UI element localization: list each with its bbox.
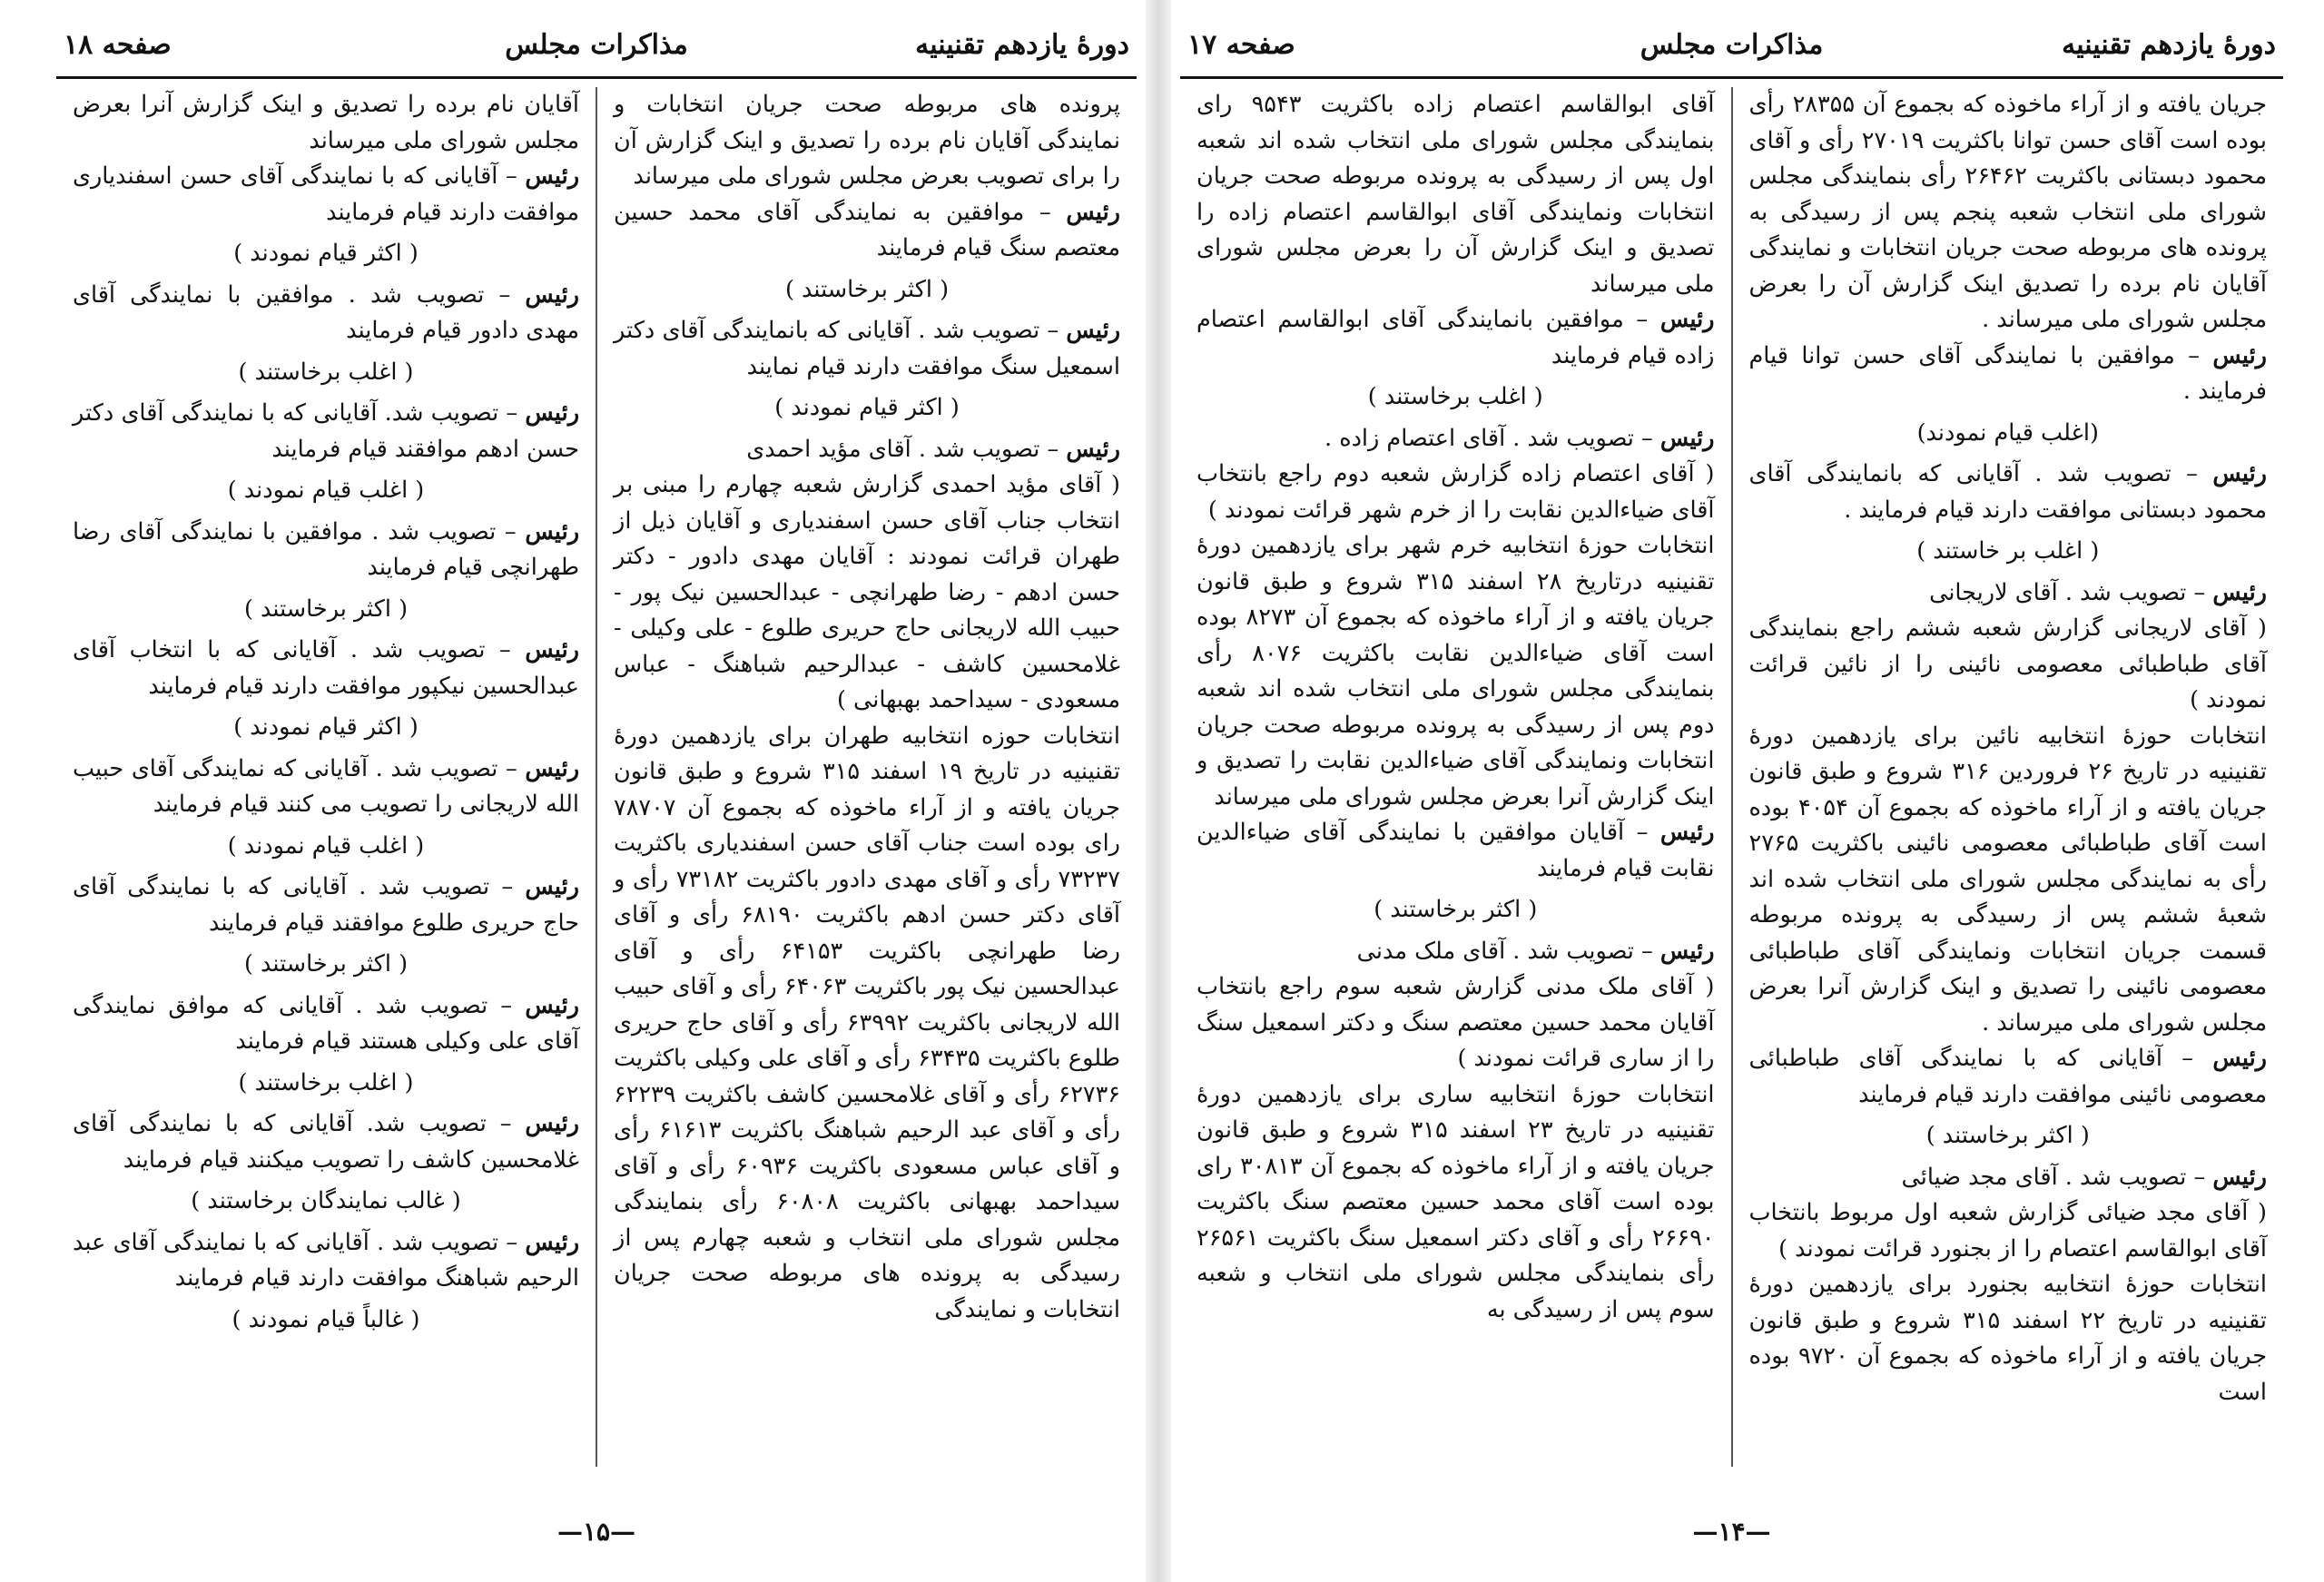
paragraph-text: – موافقین با نمایندگی آقای حسن توانا قیام فرمایند .	[1748, 341, 2267, 405]
speaker-paragraph	[1196, 815, 1715, 887]
speaker-paragraph	[1196, 421, 1715, 457]
vote-result: ( اغلب بر خاستند )	[1916, 537, 2100, 565]
right-page-footer: —۱۴—	[1692, 1517, 1771, 1547]
vote-result: ( اکثر برخاستند )	[784, 275, 950, 303]
speaker-paragraph	[73, 278, 579, 349]
paragraph-text: ( آقای لاریجانی گزارش شعبه ششم راجع بنمایندگی آقای طباطبائی معصومی نائینی را از نائین قرائت نمودند )	[1748, 614, 2267, 713]
vote-result: ( غالباً قیام نمودند )	[231, 1305, 420, 1333]
speaker-paragraph	[614, 195, 1120, 267]
paragraph-text: – موافقین به نمایندگی آقای محمد حسین معتصم سنگ قیام فرمایند	[614, 198, 1120, 261]
paragraph-text: – آقایان موافقین با نمایندگی آقای ضیاءالدین نقابت قیام فرمایند	[1196, 819, 1715, 882]
vote-result: ( اغلب برخاستند )	[1367, 383, 1543, 410]
speaker-name: رئیس	[525, 873, 579, 900]
vote-result: ( اغلب قیام نمودند )	[227, 477, 425, 504]
right-header-issue: دورهٔ یازدهم تقنینیه	[2062, 29, 2276, 61]
paragraph-text: – تصویب شد . موافقین با نمایندگی آقای رضا طهرانچی قیام فرمایند	[73, 517, 579, 581]
paragraph-text: – تصویب شد . آقای مؤید احمدی	[746, 435, 1059, 463]
speaker-name: رئیس	[525, 399, 580, 427]
speaker-name: رئیس	[525, 991, 579, 1019]
paragraph-text: انتخابات حوزهٔ انتخابیه نائین برای یازدهمین دورهٔ تقنینیه در تاریخ ۲۶ فروردین ۳۱۶ شروع و طبق قانون جریان یافته و از آراء ماخوذه که بجموع آن ۴۰۵۴ بوده است آقای طباطبائی معصومی نائینی باکثریت ۲۷۶۵ رأی به نمایندگی مجلس شورای ملی انتخاب شده اند شعبهٔ ششم پس از رسیدگی به پرونده مربوطه قسمت جریان انتخابات ونمایندگی آقای طباطبائی معصومی نائینی را تصدیق و اینک گزارش آنرا بعرض مجلس شورای ملی میرساند .	[1748, 722, 2267, 1037]
paragraph-text: آقایان نام برده را تصدیق و اینک گزارش آنرا بعرض مجلس شورای ملی میرساند	[73, 91, 579, 154]
speaker-paragraph	[73, 870, 579, 941]
paragraph-text: – تصویب شد . آقای لاریجانی	[1929, 578, 2206, 606]
vote-result: ( اکثر برخاستند )	[243, 950, 409, 978]
paragraph-text: – آقایانی که با نمایندگی آقای حسن اسفندیاری موافقت دارند قیام فرمایند	[73, 162, 579, 226]
speaker-paragraph	[1749, 1160, 2268, 1196]
vote-result: ( اکثر برخاستند )	[1925, 1122, 2090, 1149]
speaker-name: رئیس	[2212, 578, 2267, 606]
text-paragraph	[1749, 1267, 2268, 1410]
paragraph-text: – تصویب شد . آقای اعتصام زاده .	[1324, 424, 1653, 452]
speaker-paragraph	[1196, 302, 1715, 374]
speaker-paragraph	[614, 432, 1120, 468]
paragraph-text: انتخابات حوزهٔ انتخابیه بجنورد برای یازدهمین دورهٔ تقنینیه در تاریخ ۲۲ اسفند ۳۱۵ شروع و طبق قانون جریان یافته و از آراء ماخوذه که بجموع آن ۹۷۲۰ بوده است	[1748, 1271, 2267, 1406]
paragraph-text: انتخابات حوزهٔ انتخابیه خرم شهر برای یازدهمین دورهٔ تقنینیه درتاریخ ۲۸ اسفند ۳۱۵ شروع و طبق قانون جریان یافته و از آراء ماخوذه که بجموع آن ۸۲۷۳ بوده است آقای ضیاءالدین نقابت باکثریت ۸۰۷۶ رأی بنمایندگی مجلس شورای ملی انتخاب شده اند شعبه دوم پس از رسیدگی به پرونده مربوطه صحت جریان انتخابات ونمایندگی آقای ضیاءالدین نقابت را تصدیق و اینک گزارش آنرا بعرض مجلس شورای ملی میرساند	[1196, 532, 1715, 811]
paragraph-text: – تصویب شد . آقایانی که با نمایندگی آقای عبد الرحیم شباهنگ موافقت دارند قیام فرمایند	[73, 1228, 579, 1292]
paragraph-text: – تصویب شد . آقای مجد ضیائی	[1901, 1163, 2206, 1191]
left-page-left-column	[56, 87, 597, 1467]
paragraph-text: – موافقین بانمایندگی آقای ابوالقاسم اعتصام زاده قیام فرمایند	[1196, 306, 1715, 369]
speaker-name: رئیس	[2212, 1045, 2267, 1072]
left-page-footer: —۱۵—	[556, 1517, 636, 1547]
vote-result: ( اغلب قیام نمودند )	[227, 831, 425, 860]
speaker-name: رئیس	[1066, 435, 1120, 463]
speaker-name: رئیس	[2212, 1163, 2267, 1191]
speaker-paragraph	[73, 752, 579, 823]
right-header-page-number: صفحه ۱۷	[1187, 29, 1295, 61]
paragraph-text: – تصویب شد . آقایانی که با نمایندگی آقای حاج حریری طلوع موافقند قیام فرمایند	[73, 873, 579, 937]
right-page-header	[1180, 20, 2283, 79]
speaker-name: رئیس	[1659, 819, 1715, 846]
paragraph-text: انتخابات حوزهٔ انتخابیه ساری برای یازدهمین دورهٔ تقنینیه در تاریخ ۲۳ اسفند ۳۱۵ شروع و طبق قانون جریان یافته و از آراء ماخوذه که بجموع آن ۳۰۸۱۳ رای بوده است آقای محمد حسین معتصم سنگ باکثریت ۲۶۶۹۰ رأی و آقای دکتر اسمعیل سنگ باکثریت ۲۶۵۶۱ رأی بنمایندگی مجلس شورای ملی انتخاب و شعبه سوم پس از رسیدگی به	[1196, 1080, 1715, 1323]
speaker-paragraph	[73, 396, 579, 467]
paragraph-text: ( آقای مجد ضیائی گزارش شعبه اول مربوط بانتخاب آقای ابوالقاسم اعتصام را از بجنورد قرائت نمودند )	[1748, 1199, 2267, 1263]
paragraph-text: – تصویب شد . آقایانی که بانمایندگی آقای محمود دبستانی موافقت دارند قیام فرمایند .	[1748, 460, 2267, 524]
vote-result: ( اکثر قیام نمودند )	[233, 240, 419, 267]
speaker-paragraph	[73, 988, 579, 1060]
paragraph-text: – تصویب شد . آقایانی که با انتخاب آقای عبدالحسین نیکپور موافقت دارند قیام فرمایند	[73, 636, 579, 700]
speaker-name: رئیس	[1066, 317, 1121, 344]
left-header-issue: دورهٔ یازدهم تقنینیه	[915, 29, 1129, 61]
speaker-paragraph	[1749, 575, 2268, 612]
speaker-paragraph	[614, 313, 1120, 385]
vote-result: ( اکثر برخاستند )	[1374, 896, 1538, 923]
speaker-paragraph	[1749, 1041, 2268, 1113]
speaker-name: رئیس	[525, 162, 580, 190]
text-paragraph	[1196, 87, 1715, 302]
paragraph-text: جریان یافته و از آراء ماخوذه که بجموع آن ۲۸۳۵۵ رأی بوده است آقای حسن توانا باکثریت ۲۷۰۱۹ رأی و آقای محمود دبستانی باکثریت ۲۶۴۶۲ رأی بنمایندگی مجلس شورای ملی انتخاب شعبه پنجم پس از رسیدگی به پرونده های مربوطه صحت جریان انتخابات و نمایندگی آقایان نام برده را تصدیق اینک گزارش آن را بعرض مجلس شورای ملی میرساند .	[1748, 91, 2267, 333]
paragraph-text: انتخابات حوزه انتخابیه طهران برای یازدهمین دورهٔ تقنینیه در تاریخ ۱۹ اسفند ۳۱۵ شروع و طبق قانون جریان یافته و از آراء ماخوذه که بجموع آن ۷۸۷۰۷ رای بوده است جناب آقای حسن اسفندیاری باکثریت ۷۳۲۳۷ رأی و آقای مهدی دادور باکثریت ۷۳۱۸۲ رأی و آقای دکتر حسن ادهم باکثریت ۶۸۱۹۰ رأی و آقای رضا طهرانچی باکثریت ۶۴۱۵۳ رأی و آقای عبدالحسین نیک پور باکثریت ۶۴۰۶۳ رأی و آقای حبیب الله لاریجانی باکثریت ۶۳۹۹۲ رأی و آقای حاج حریری طلوع باکثریت ۶۳۴۳۵ رأی و آقای علی وکیلی باکثریت ۶۲۷۳۶ رأی و آقای غلامحسین کاشف باکثریت ۶۲۲۳۹ رأی و آقای عبد الرحیم شباهنگ باکثریت ۶۱۶۱۳ رأی و آقای عباس مسعودی باکثریت ۶۰۹۳۶ رأی و آقای سیداحمد بهبهانی باکثریت ۶۰۸۰۸ رأی بنمایندگی مجلس شورای ملی انتخاب و شعبه چهارم پس از رسیدگی به پرونده های مربوطه صحت جریان انتخابات و نمایندگی	[614, 722, 1121, 1323]
right-page	[1180, 20, 2283, 1554]
vote-result: ( اکثر قیام نمودند )	[774, 394, 960, 421]
paragraph-text: ( آقای ملک مدنی گزارش شعبه سوم راجع بانتخاب آقایان محمد حسین معتصم سنگ و دکتر اسمعیل سنگ را از ساری قرائت نمودند )	[1196, 973, 1715, 1072]
paragraph-text: پرونده های مربوطه صحت جریان انتخابات و نمایندگی آقایان نام برده را تصدیق و اینک گزارش آن را برای تصویب بعرض مجلس شورای ملی میرساند	[614, 91, 1120, 190]
speaker-name: رئیس	[1659, 424, 1715, 452]
speaker-paragraph	[73, 1225, 579, 1297]
speaker-paragraph	[1196, 934, 1715, 970]
vote-result: ( اکثر قیام نمودند )	[233, 713, 419, 741]
text-paragraph	[1196, 457, 1715, 528]
speaker-name: رئیس	[2212, 341, 2267, 369]
paragraph-text: – تصویب شد . آقایانی که موافق نمایندگی آقای علی وکیلی هستند قیام فرمایند	[73, 991, 579, 1055]
text-paragraph	[1749, 1195, 2268, 1267]
left-header-page-number: صفحه ۱۸	[64, 29, 172, 61]
paragraph-text: ( آقای مؤید احمدی گزارش شعبه چهارم را مبنی بر انتخاب جناب آقای حسن اسفندیاری و آقایان ذیل از طهران قرائت نمودند : آقایان مهدی دادور - دکتر حسن ادهم - رضا طهرانچی - عبدالحسین نیک پور - حبیب الله لاریجانی حاج حریری طلوع - علی وکیلی - غلامحسین کاشف - عبدالرحیم شباهنگ - عباس مسعودی - سیداحمد بهبهانی )	[614, 471, 1120, 713]
speaker-name: رئیس	[525, 517, 580, 545]
right-page-left-column	[1180, 87, 1733, 1467]
paragraph-text: – تصویب شد . آقایانی که نمایندگی آقای حبیب الله لاریجانی را تصویب می کنند قیام فرمایند	[73, 754, 579, 818]
vote-result: ( اغلب برخاستند )	[238, 358, 414, 386]
text-paragraph	[73, 87, 579, 159]
left-header-title: مذاکرات مجلس	[505, 29, 688, 61]
paragraph-text: – تصویب شد . آقایانی که بانمایندگی آقای دکتر اسمعیل سنگ موافقت دارند قیام نمایند	[614, 317, 1120, 380]
vote-result: ( غالب نمایندگان برخاستند )	[191, 1187, 461, 1214]
left-page-header	[56, 20, 1137, 79]
left-page-right-column	[597, 87, 1137, 1467]
speaker-paragraph	[1749, 457, 2268, 528]
vote-result: ( اکثر برخاستند )	[243, 594, 409, 623]
speaker-paragraph	[1749, 339, 2268, 410]
paragraph-text: – تصویب شد. آقایانی که با نمایندگی آقای دکتر حسن ادهم موافقند قیام فرمایند	[73, 399, 579, 463]
text-paragraph	[614, 719, 1120, 1329]
paragraph-text: – تصویب شد . آقای ملک مدنی	[1356, 937, 1653, 965]
text-paragraph	[614, 87, 1120, 195]
paragraph-text: – تصویب شد. آقایانی که با نمایندگی آقای غلامحسین کاشف را تصویب میکنند قیام فرمایند	[73, 1110, 579, 1174]
speaker-name: رئیس	[525, 754, 580, 782]
text-paragraph	[1196, 528, 1715, 815]
speaker-name: رئیس	[2212, 460, 2267, 487]
paragraph-text: – آقایانی که با نمایندگی آقای طباطبائی معصومی نائینی موافقت دارند قیام فرمایند	[1748, 1045, 2267, 1108]
text-paragraph	[1749, 719, 2268, 1042]
text-paragraph	[1196, 1077, 1715, 1329]
speaker-name: رئیس	[1659, 306, 1715, 333]
paragraph-text: ( آقای اعتصام زاده گزارش شعبه دوم راجع بانتخاب آقای ضیاءالدین نقابت را از خرم شهر قرائت نمودند )	[1196, 460, 1715, 524]
text-paragraph	[1749, 87, 2268, 339]
speaker-name: رئیس	[525, 1110, 579, 1137]
speaker-name: رئیس	[525, 1228, 580, 1256]
vote-result: (اغلب قیام نمودند)	[1916, 418, 2099, 447]
speaker-paragraph	[73, 633, 579, 704]
right-header-title: مذاکرات مجلس	[1640, 29, 1824, 61]
speaker-paragraph	[73, 1106, 579, 1178]
speaker-name: رئیس	[525, 636, 579, 663]
speaker-name: رئیس	[1066, 198, 1120, 226]
page-gutter	[1146, 0, 1171, 1582]
speaker-name: رئیس	[525, 280, 579, 309]
speaker-paragraph	[73, 515, 579, 586]
text-paragraph	[614, 467, 1120, 719]
paragraph-text: آقای ابوالقاسم اعتصام زاده باکثریت ۹۵۴۳ رای بنمایندگی مجلس شورای ملی انتخاب شده اند شعبه اول پس از رسیدگی به پرونده مربوطه صحت جریان انتخابات ونمایندگی آقای ابوالقاسم اعتصام زاده را تصدیق و اینک گزارش آن را بعرض مجلس شورای ملی میرساند	[1196, 91, 1715, 298]
right-page-right-column	[1733, 87, 2284, 1467]
text-paragraph	[1196, 969, 1715, 1077]
vote-result: ( اغلب برخاستند )	[238, 1068, 414, 1096]
speaker-name: رئیس	[1659, 937, 1715, 965]
text-paragraph	[1749, 611, 2268, 719]
left-page	[56, 20, 1137, 1554]
paragraph-text: – تصویب شد . موافقین با نمایندگی آقای مهدی دادور قیام فرمایند	[73, 280, 579, 344]
speaker-paragraph	[73, 159, 579, 231]
